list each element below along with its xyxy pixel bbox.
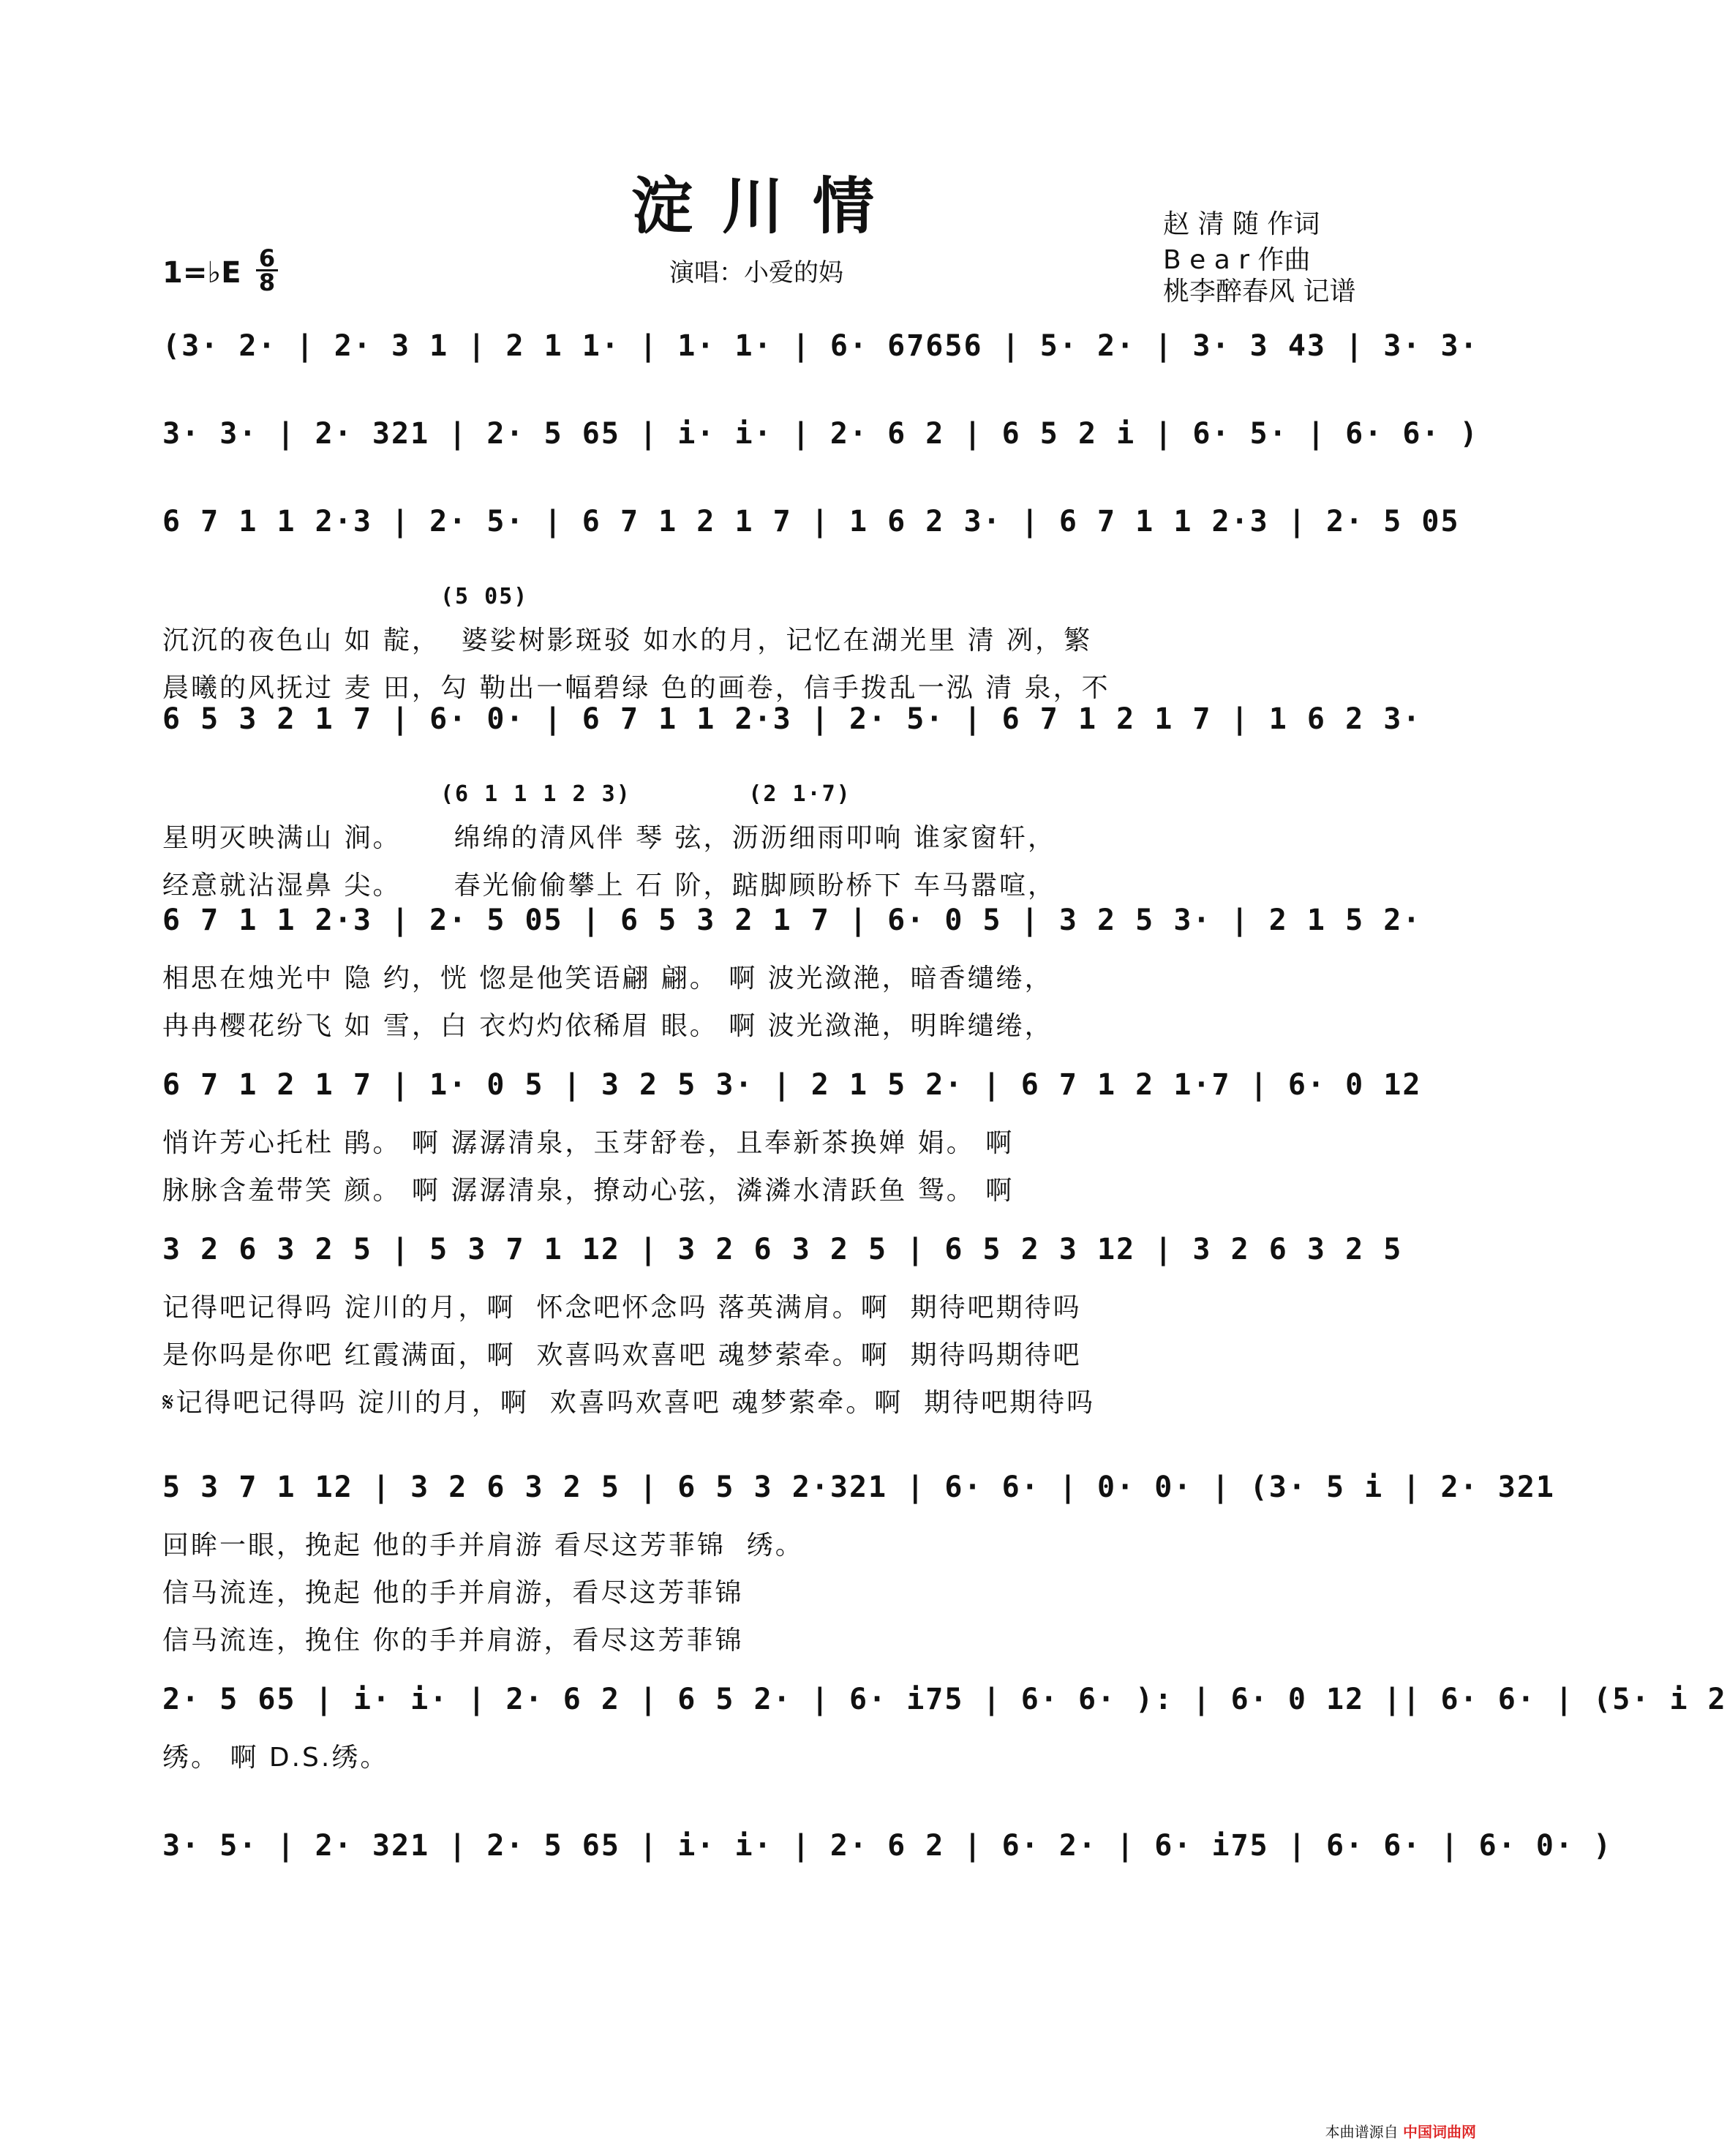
alternate-notes: (5 05) bbox=[440, 584, 529, 609]
lyric-line: 冉冉樱花纷飞 如 雪，白 衣灼灼依稀眉 眼。 啊 波光潋滟，明眸缱绻， bbox=[162, 1011, 1053, 1041]
lyric-line: 记得吧记得吗 淀川的月，啊 怀念吧怀念吗 落英满肩。啊 期待吧期待吗 bbox=[162, 1293, 1082, 1323]
notation-line: 6 5 3 2 1 7 | 6· 0· | 6 7 1 1 2·3 | 2· 5· | 6 7 1 2 1 7 | 1 6 2 3· bbox=[162, 702, 1422, 736]
lyric-line: 是你吗是你吧 红霞满面，啊 欢喜吗欢喜吧 魂梦萦牵。啊 期待吗期待吧 bbox=[162, 1340, 1082, 1370]
footer-left: 本曲谱源自 bbox=[1325, 2123, 1399, 2141]
lyricist-credit: 赵 清 随 作词 bbox=[1163, 209, 1320, 239]
lyric-line: 脉脉含羞带笑 颜。 啊 潺潺清泉，撩动心弦，潾潾水清跃鱼 鸳。 啊 bbox=[162, 1176, 1015, 1206]
lyric-line: 相思在烛光中 隐 约，恍 惚是他笑语翩 翩。 啊 波光潋滟，暗香缱绻， bbox=[162, 964, 1053, 994]
lyric-line: 沉沉的夜色山 如 靛， 婆娑树影斑驳 如水的月，记忆在湖光里 清 冽，繁 bbox=[162, 626, 1093, 656]
staff-line bbox=[162, 329, 1479, 363]
notation-line: 2· 5 65 | i· i· | 2· 6 2 | 6 5 2· | 6· i75 | 6· 6· ): | 6· 0 12 || 6· 6· | (5· i 2 bbox=[162, 1683, 1727, 1716]
notation-line: 3 2 6 3 2 5 | 5 3 7 1 12 | 3 2 6 3 2 5 | 6 5 2 3 12 | 3 2 6 3 2 5 bbox=[162, 1233, 1403, 1266]
staff-line bbox=[162, 1829, 1613, 1863]
composer-credit: B e a r 作曲 bbox=[1163, 245, 1311, 275]
alternate-notes: (6 1 1 1 2 3) (2 1·7) bbox=[440, 781, 851, 807]
notation-line: 6 7 1 2 1 7 | 1· 0 5 | 3 2 5 3· | 2 1 5 2· | 6 7 1 2 1·7 | 6· 0 12 bbox=[162, 1068, 1422, 1102]
time-signature bbox=[256, 244, 278, 296]
notation-line: (3· 2· | 2· 3 1 | 2 1 1· | 1· 1· | 6· 67656 | 5· 2· | 3· 3 43 | 3· 3· bbox=[162, 329, 1479, 363]
staff-line bbox=[162, 1068, 1422, 1207]
staff-line bbox=[162, 702, 1422, 902]
notation-line: 3· 3· | 2· 321 | 2· 5 65 | i· i· | 2· 6 2 | 6 5 2 i | 6· 5· | 6· 6· ) bbox=[162, 417, 1479, 451]
time-signature-top: 6 bbox=[258, 244, 276, 272]
lyric-line: 绣。 啊 D.S.绣。 bbox=[162, 1743, 389, 1773]
lyric-line: 晨曦的风抚过 麦 田，勾 勒出一幅碧绿 色的画卷，信手拨乱一泓 清 泉，不 bbox=[162, 673, 1110, 703]
notation-line: 6 7 1 1 2·3 | 2· 5 05 | 6 5 3 2 1 7 | 6· 0 5 | 3 2 5 3· | 2 1 5 2· bbox=[162, 904, 1422, 937]
lyric-line: 信马流连，挽起 他的手并肩游，看尽这芳菲锦 bbox=[162, 1578, 744, 1608]
staff-line bbox=[162, 904, 1422, 1043]
lyric-line: 经意就沾湿鼻 尖。 春光偷偷攀上 石 阶，踮脚顾盼桥下 车马嚣喧， bbox=[162, 871, 1056, 901]
song-title: 淀川情 bbox=[631, 170, 903, 242]
notation-line: 3· 5· | 2· 321 | 2· 5 65 | i· i· | 2· 6 2 | 6· 2· | 6· i75 | 6· 6· | 6· 0· ) bbox=[162, 1829, 1613, 1863]
staff-line bbox=[162, 1683, 1727, 1774]
lyric-line: 信马流连，挽住 你的手并肩游，看尽这芳菲锦 bbox=[162, 1626, 744, 1656]
staff-line bbox=[162, 1470, 1555, 1657]
lyric-line: 𝄋记得吧记得吗 淀川的月，啊 欢喜吗欢喜吧 魂梦萦牵。啊 期待吧期待吗 bbox=[162, 1388, 1096, 1418]
source-footer bbox=[1325, 2120, 1476, 2141]
lyric-line: 回眸一眼，挽起 他的手并肩游 看尽这芳菲锦 绣。 bbox=[162, 1530, 804, 1560]
staff-line bbox=[162, 1233, 1403, 1419]
staff-line bbox=[162, 417, 1479, 451]
lyric-line: 星明灭映满山 涧。 绵绵的清风伴 琴 弦，沥沥细雨叩响 谁家窗轩， bbox=[162, 823, 1056, 853]
singer-credit: 演唱：小爱的妈 bbox=[669, 258, 843, 288]
footer-right: 中国词曲网 bbox=[1403, 2123, 1476, 2141]
key-signature: 1=♭E bbox=[162, 256, 241, 290]
transcriber-credit: 桃李醉春风 记谱 bbox=[1163, 277, 1356, 307]
notation-line: 5 3 7 1 12 | 3 2 6 3 2 5 | 6 5 3 2·321 | 6· 6· | 0· 0· | (3· 5 i | 2· 321 bbox=[162, 1470, 1555, 1504]
notation-line: 6 7 1 1 2·3 | 2· 5· | 6 7 1 2 1 7 | 1 6 2 3· | 6 7 1 1 2·3 | 2· 5 05 bbox=[162, 505, 1460, 538]
staff-line bbox=[162, 505, 1460, 705]
time-signature-bottom: 8 bbox=[258, 268, 276, 296]
lyric-line: 悄许芳心托杜 鹃。 啊 潺潺清泉，玉芽舒卷，且奉新茶换婵 娟。 啊 bbox=[162, 1128, 1015, 1158]
